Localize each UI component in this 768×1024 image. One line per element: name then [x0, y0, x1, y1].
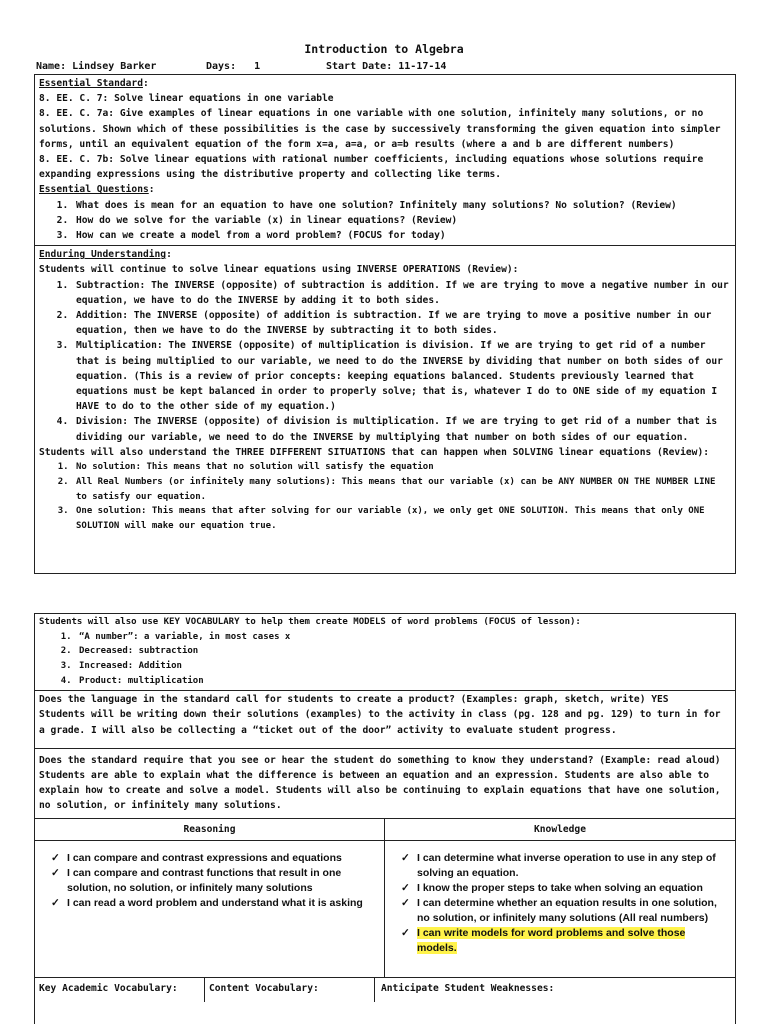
knowledge-heading: Knowledge	[534, 823, 586, 835]
list-item-text: I can determine what inverse operation to use in any step of solving an equation.	[417, 851, 716, 879]
inverse-operations-intro: Students will continue to solve linear equations using INVERSE OPERATIONS (Review):	[39, 264, 519, 276]
list-item: 4. Division: The INVERSE (opposite) of division is multiplication. If we are trying to get rid of a number that is dividing our variable, we need to do the INVERSE by multiplying that number on both sides of our equation.	[74, 414, 731, 444]
list-item	[393, 851, 727, 881]
list-item	[43, 866, 376, 896]
list-item-text: I can compare and contrast functions that result in one solution, no solution, or infinitely many solutions	[67, 866, 342, 894]
check-icon: ✓	[401, 896, 410, 909]
vocabulary-footer-row	[35, 978, 735, 1002]
list-item-text: I know the proper steps to take when solving an equation	[417, 881, 703, 894]
product-answer: Students will be writing down their solutions (examples) to the activity in class (pg. 128 and pg. 129) to turn in for a grade. I will also be collecting a “ticket out of the door” activity to evaluate student progress.	[39, 709, 721, 736]
start-date-field	[326, 61, 446, 72]
check-icon: ✓	[401, 926, 410, 939]
product-section	[35, 691, 735, 749]
standard-line: 8. EE. C. 7a: Give examples of linear equations in one variable with one solution, infinitely many solutions, or no solutions. Shown which of these possibilities is the case by successively transforming the given equation into simpler forms, until an equivalent equation of the form x=a, a=a, or a=b results (where a and b are different numbers)	[39, 108, 721, 150]
page-one-table	[34, 74, 736, 574]
list-item: 1. What does is mean for an equation to have one solution? Infinitely many solutions? No solution? (Review)	[74, 198, 731, 213]
standard-line: 8. EE. C. 7: Solve linear equations in one variable	[39, 93, 334, 105]
essential-standard-section: Essential Standard: 8. EE. C. 7: Solve linear equations in one variable 8. EE. C. 7a: Give examples of linear equations in one variable with one solution, infinitely many solutions, or no solutions. Shown which of these possibilities is the case by successively transforming the given equation into simpler forms, until an equivalent equation of the form x=a, a=a, or a=b results (where a and b are different numbers) 8. EE. C. 7b: Solve linear equations with rational number coefficients, including equations whose solutions require expanding expressions using the distributive property and collecting like terms. Essential Questions: 1. What does is mean for an equation to have one solution? Infinitely many solutions? No solution? (Review) 2. How do we solve for the variable (x) in linear equations? (Review) 3. How can we create a model from a word problem? (FOCUS for today)	[35, 75, 735, 246]
key-academic-vocabulary-label: Key Academic Vocabulary:	[35, 978, 205, 1002]
check-icon: ✓	[401, 851, 410, 864]
name-label: Name:	[36, 61, 67, 72]
essential-questions-heading: Essential Questions	[39, 184, 149, 196]
list-item-text: I can compare and contrast expressions and equations	[67, 851, 342, 864]
list-item: 4. Product: multiplication	[77, 674, 731, 689]
list-item: 1. Subtraction: The INVERSE (opposite) of subtraction is addition. If we are trying to move a negative number in our equation, we have to do the INVERSE by adding it to both sides.	[74, 278, 731, 308]
reasoning-heading: Reasoning	[35, 819, 385, 840]
start-date-value: 11-17-14	[398, 61, 447, 72]
key-vocabulary-list	[39, 630, 731, 688]
enduring-understanding-heading: Enduring Understanding	[39, 249, 167, 261]
check-icon: ✓	[51, 851, 60, 864]
inverse-operations-list	[39, 278, 731, 445]
list-item	[393, 926, 727, 956]
check-icon: ✓	[401, 881, 410, 894]
days-value: 1	[254, 61, 261, 72]
observation-answer: Students are able to explain what the difference is between an equation and an expression. Students are also able to explain how to create and solve a model. Students will also be continuing to explain equations that have one solution, no solution, or infinitely many solutions.	[39, 769, 721, 812]
enduring-understanding-section: Enduring Understanding: Students will continue to solve linear equations using INVERSE OPERATIONS (Review): 1. Subtraction: The INVERSE (opposite) of subtraction is addition. If we are trying to move a negative number in our equation, we have to do the INVERSE by adding it to both sides. 2. Addition: The INVERSE (opposite) of addition is subtraction. If we are trying to move a positive number in our equation, then we have to do the INVERSE by subtracting it to both sides. 3. Multiplication: The INVERSE (opposite) of multiplication is division. If we are trying to get rid of a number that is being multiplied to our variable, we need to do the INVERSE by dividing that number on both sides of our equation. (This is a review of prior concepts: keeping equations balanced. Students previously learned that equations must be kept balanced in order to properly solve; that is, whatever I do to ONE side of my equation I HAVE to do to the other side of my equation.) 4. Division: The INVERSE (opposite) of division is multiplication. If we are trying to get rid of a number that is dividing our variable, we need to do the INVERSE by multiplying that number on both sides of our equation. Students will also understand the THREE DIFFERENT SITUATIONS that can happen when SOLVING linear equations (Review): 1. No solution: This means that no solution will satisfy the equation 2. All Real Numbers (or infinitely many solutions): This means that our variable (x) can be ANY NUMBER ON THE NUMBER LINE to satisfy our equation. 3. One solution: This means that after solving for our variable (x), we only get ONE SOLUTION. This means that only ONE SOLUTION will make our equation true.	[35, 246, 735, 536]
check-icon: ✓	[51, 896, 60, 909]
standard-line: 8. EE. C. 7b: Solve linear equations with rational number coefficients, including equations whose solutions require expanding expressions using the distributive property and collecting like terms.	[39, 154, 704, 181]
key-vocabulary-intro: Students will also use KEY VOCABULARY to help them create MODELS of word problems (FOCUS of lesson):	[39, 617, 581, 627]
reasoning-knowledge-header-row	[35, 819, 735, 841]
list-item: 2. Decreased: subtraction	[77, 644, 731, 659]
check-icon: ✓	[51, 866, 60, 879]
list-item: 2. All Real Numbers (or infinitely many solutions): This means that our variable (x) can be ANY NUMBER ON THE NUMBER LINE to satisfy our equation.	[74, 475, 731, 505]
essential-questions-list	[39, 198, 731, 244]
list-item	[43, 851, 376, 866]
list-item: 3. One solution: This means that after solving for our variable (x), we only get ONE SOLUTION. This means that only ONE SOLUTION will make our equation true.	[74, 504, 731, 534]
list-item-text: I can determine whether an equation results in one solution, no solution, or infinitely many solutions (All real numbers)	[417, 896, 717, 924]
days-label: Days:	[206, 61, 237, 72]
key-vocabulary-section	[35, 614, 735, 691]
days-field	[206, 61, 260, 72]
situations-intro: Students will also understand the THREE DIFFERENT SITUATIONS that can happen when SOLVING linear equations (Review):	[39, 446, 710, 458]
start-date-label: Start Date:	[326, 61, 393, 72]
list-item: 1. No solution: This means that no solution will satisfy the equation	[74, 460, 731, 475]
name-value: Lindsey Barker	[72, 61, 157, 72]
observation-question: Does the standard require that you see or hear the student do something to know they understand? (Example: read aloud)	[39, 754, 721, 766]
reasoning-cell	[35, 841, 385, 977]
list-item: 3. Multiplication: The INVERSE (opposite) of multiplication is division. If we are trying to get rid of a number that is being multiplied to our variable, we need to do the INVERSE by dividing that number on both sides of our equation. (This is a review of prior concepts: keeping equations balanced. Students previously learned that equations must be kept balanced in order to properly solve; that is, whatever I do to ONE side of my equation I HAVE to do to the other side of my equation.)	[74, 338, 731, 414]
observation-section	[35, 749, 735, 819]
essential-standard-heading: Essential Standard	[39, 78, 143, 89]
list-item: 1. “A number”: a variable, in most cases x	[77, 630, 731, 645]
page-two-table	[34, 613, 736, 1024]
list-item-text: I can read a word problem and understand what it is asking	[67, 896, 363, 909]
name-field	[36, 61, 156, 72]
list-item: 3. Increased: Addition	[77, 659, 731, 674]
content-vocabulary-label: Content Vocabulary:	[205, 978, 375, 1002]
reasoning-knowledge-row	[35, 841, 735, 978]
list-item	[393, 881, 727, 896]
student-weaknesses-label: Anticipate Student Weaknesses:	[381, 982, 555, 994]
list-item	[393, 896, 727, 926]
list-item: 3. How can we create a model from a word problem? (FOCUS for today)	[74, 228, 731, 243]
knowledge-cell	[385, 841, 735, 977]
reasoning-list	[43, 851, 376, 911]
highlighted-item-text: I can write models for word problems and solve those models.	[417, 926, 686, 954]
list-item: 2. Addition: The INVERSE (opposite) of addition is subtraction. If we are trying to move a positive number in our equation, then we have to do the INVERSE by subtracting it to both sides.	[74, 308, 731, 338]
product-question: Does the language in the standard call for students to create a product? (Examples: graph, sketch, write) YES	[39, 694, 669, 706]
document-title: Introduction to Algebra	[304, 42, 464, 56]
situations-list	[39, 460, 731, 534]
knowledge-list	[393, 851, 727, 956]
list-item: 2. How do we solve for the variable (x) in linear equations? (Review)	[74, 213, 731, 228]
list-item	[43, 896, 376, 911]
